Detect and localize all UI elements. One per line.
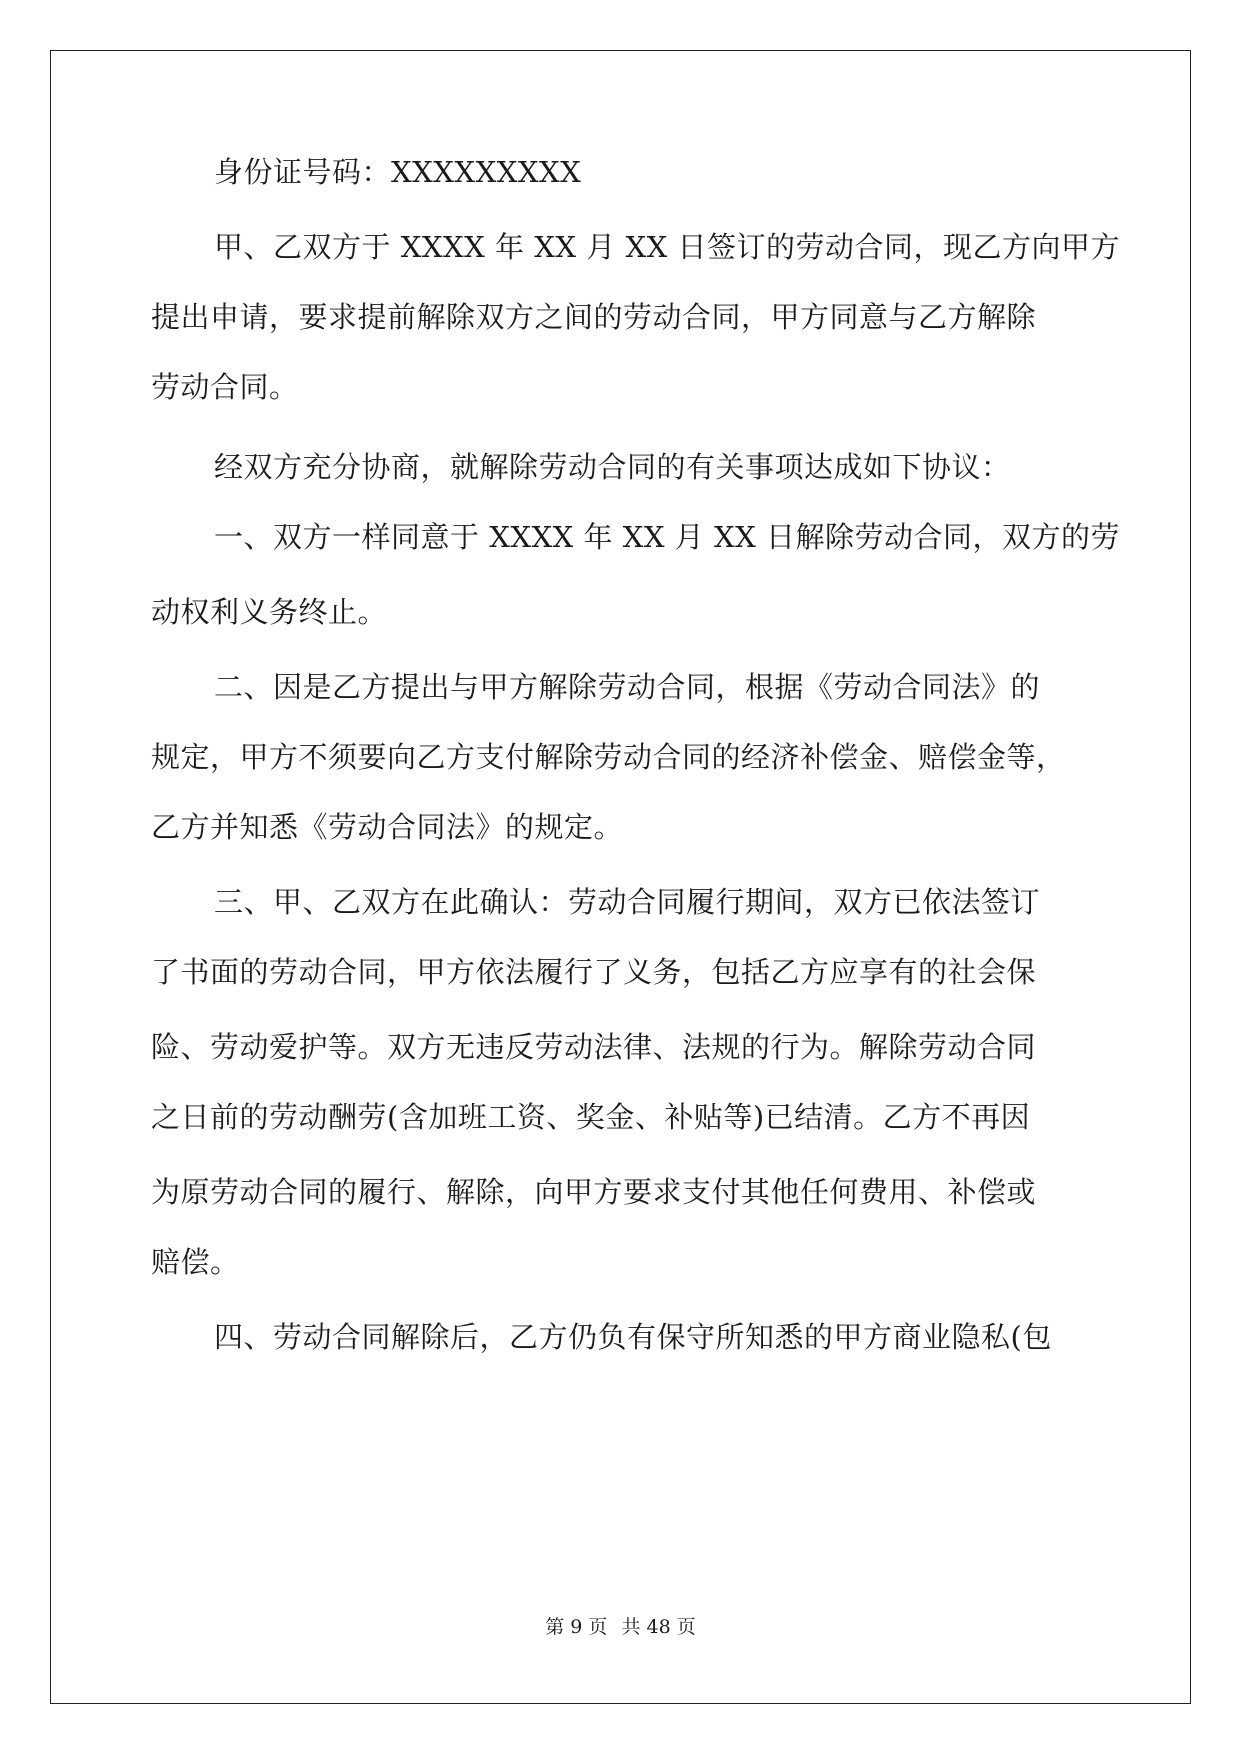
paragraph-line: 之日前的劳动酬劳(含加班工资、奖金、补贴等)已结清。乙方不再因 — [151, 1100, 1031, 1134]
paragraph-line: 劳动合同。 — [151, 370, 299, 404]
paragraph-line: 甲、乙双方于 XXXX 年 XX 月 XX 日签订的劳动合同，现乙方向甲方 — [214, 230, 1120, 264]
paragraph-line: 险、劳动爱护等。双方无违反劳动法律、法规的行为。解除劳动合同 — [151, 1030, 1037, 1064]
page-total: 共 48 页 — [621, 1616, 696, 1638]
paragraph-line: 了书面的劳动合同，甲方依法履行了义务，包括乙方应享有的社会保 — [151, 955, 1037, 989]
page-number: 第 9 页 — [545, 1616, 608, 1638]
paragraph-line: 动权利义务终止。 — [151, 595, 388, 629]
paragraph-line: 乙方并知悉《劳动合同法》的规定。 — [151, 810, 624, 844]
paragraph-line: 规定，甲方不须要向乙方支付解除劳动合同的经济补偿金、赔偿金等， — [151, 740, 1066, 774]
paragraph-line: 三、甲、乙双方在此确认：劳动合同履行期间，双方已依法签订 — [214, 885, 1041, 919]
paragraph-line: 提出申请，要求提前解除双方之间的劳动合同，甲方同意与乙方解除 — [151, 300, 1037, 334]
paragraph-line: 经双方充分协商，就解除劳动合同的有关事项达成如下协议： — [214, 450, 1011, 484]
paragraph-line: 一、双方一样同意于 XXXX 年 XX 月 XX 日解除劳动合同，双方的劳 — [214, 520, 1120, 554]
id-number-line: 身份证号码：XXXXXXXXX — [214, 155, 582, 189]
page-footer — [0, 1612, 1241, 1639]
paragraph-line: 为原劳动合同的履行、解除，向甲方要求支付其他任何费用、补偿或 — [151, 1175, 1037, 1209]
paragraph-line: 四、劳动合同解除后，乙方仍负有保守所知悉的甲方商业隐私(包 — [214, 1320, 1052, 1354]
paragraph-line: 二、因是乙方提出与甲方解除劳动合同，根据《劳动合同法》的 — [214, 670, 1041, 704]
paragraph-line: 赔偿。 — [151, 1245, 240, 1279]
